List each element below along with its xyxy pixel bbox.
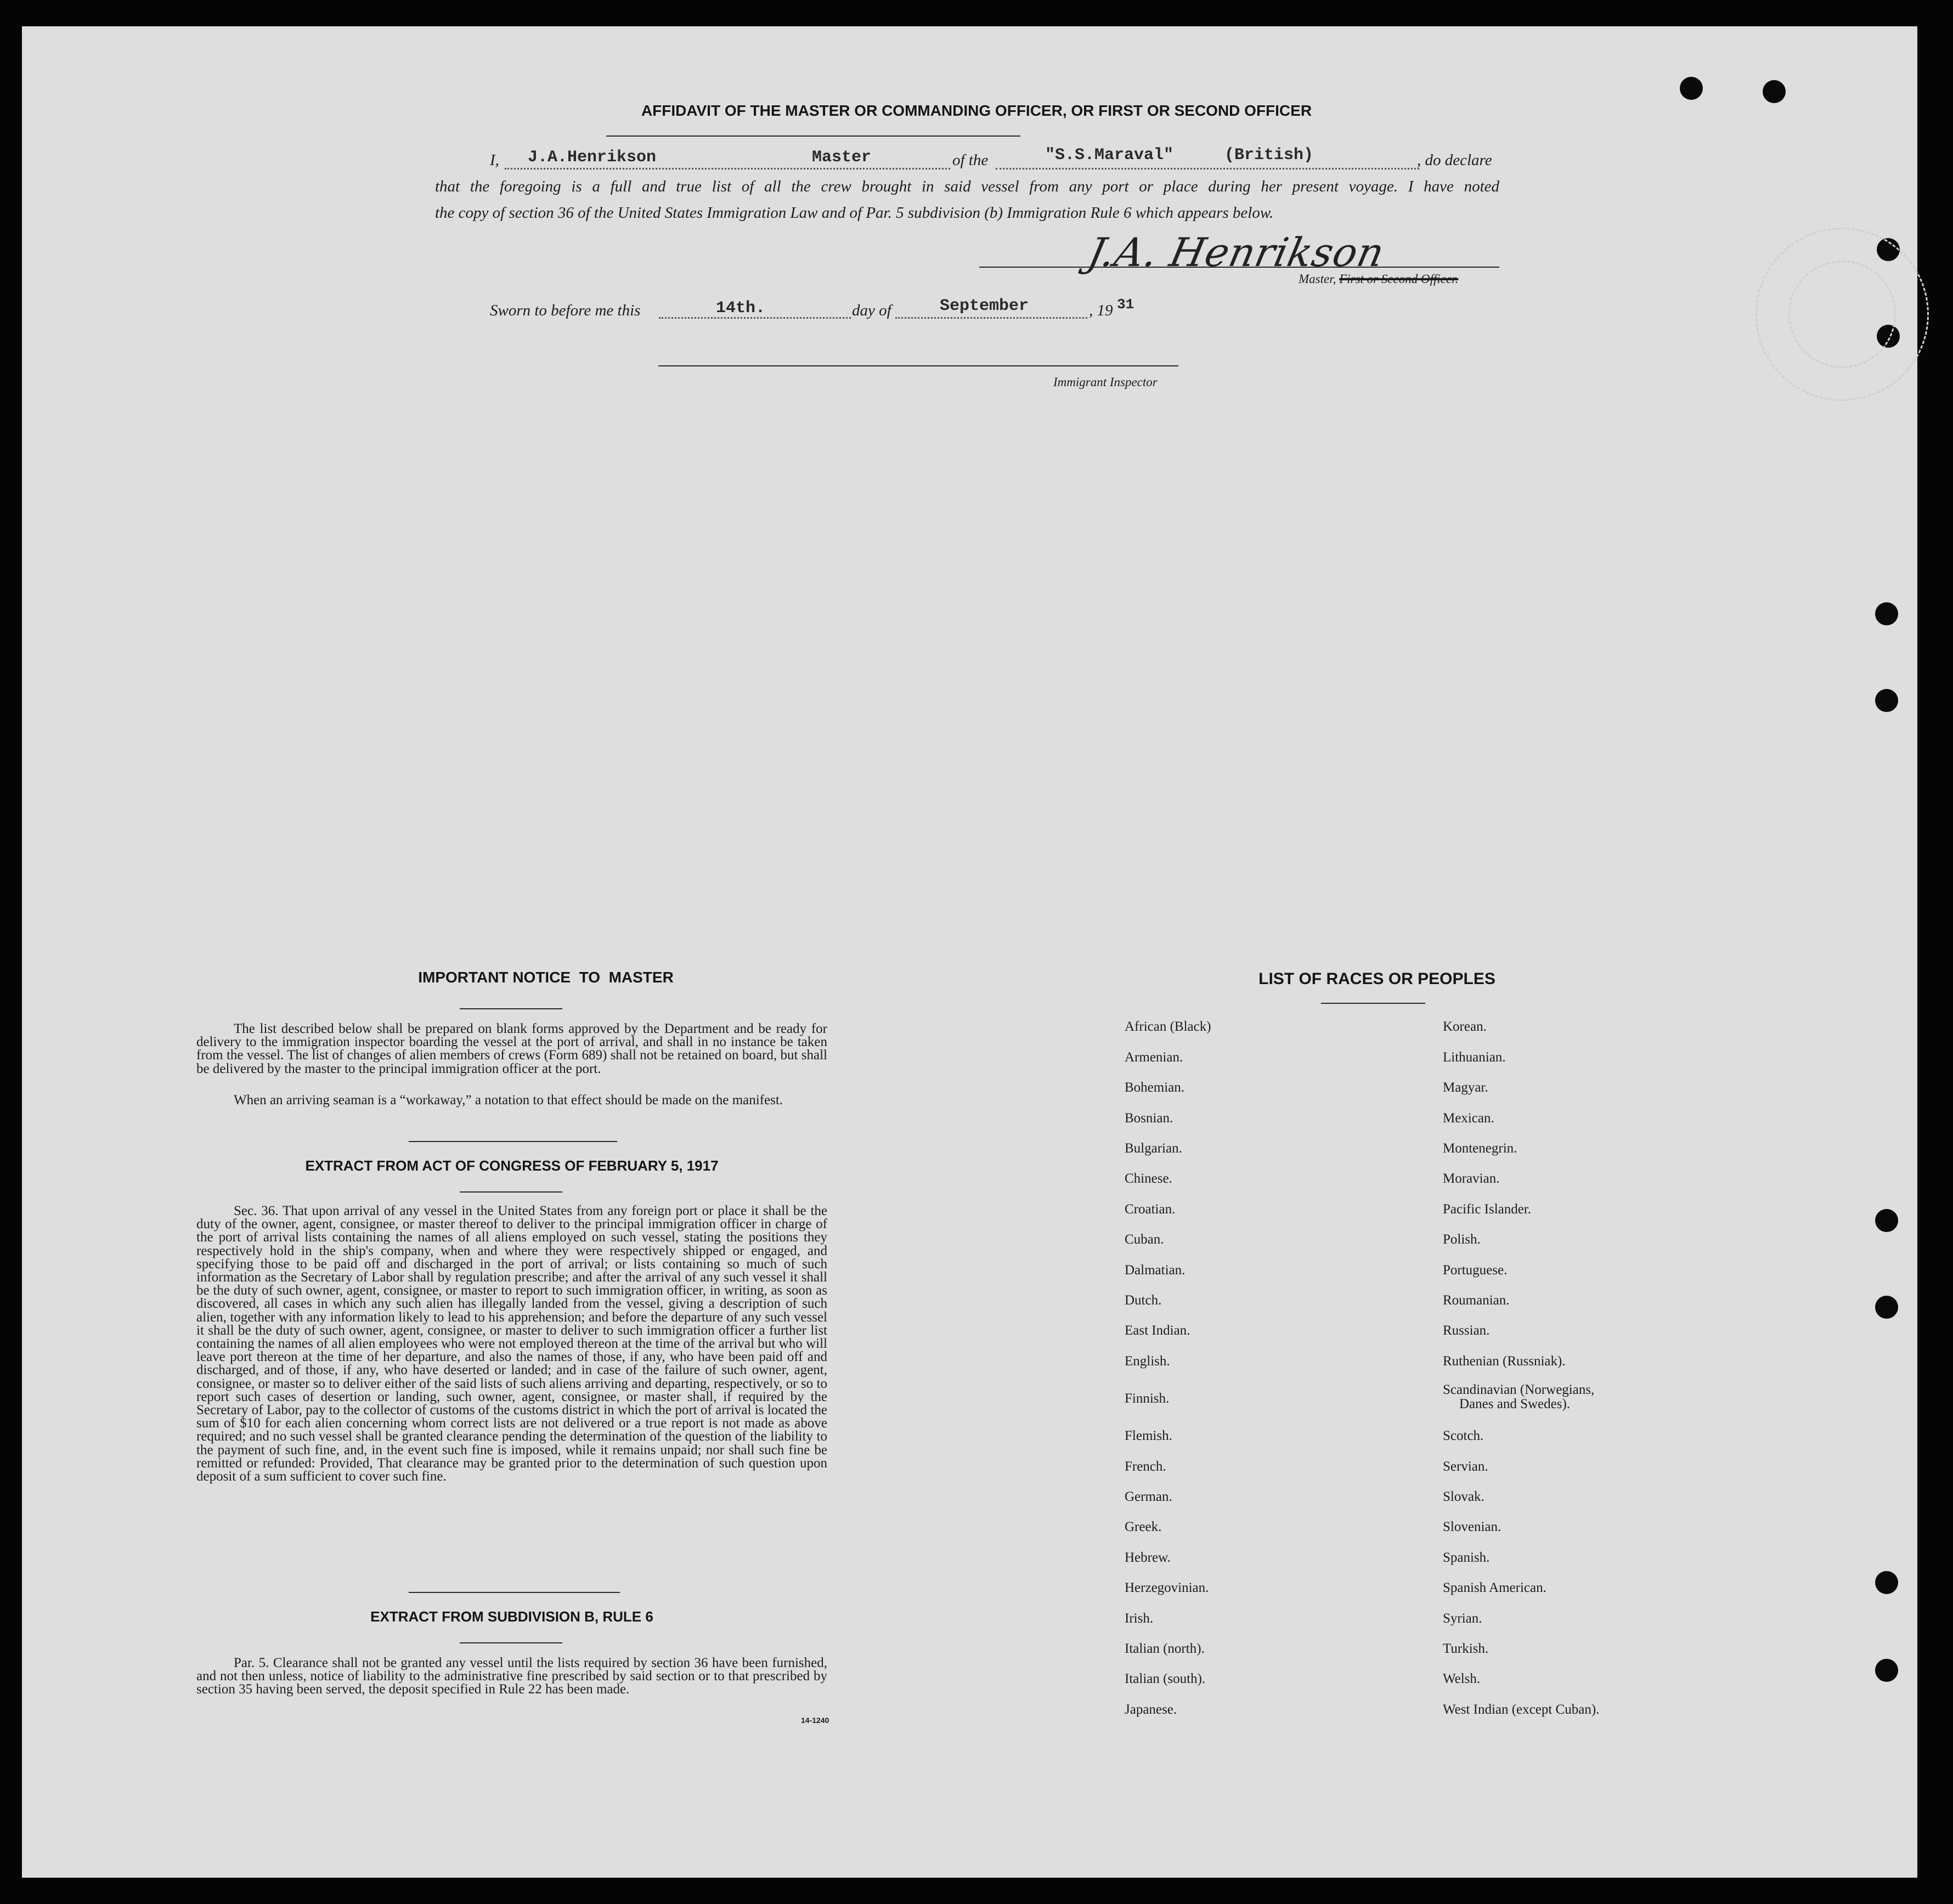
- rule-extract-text: Par. 5. Clearance shall not be granted any vessel until the lists required by section 36 have been furnished, and not then unless, notice of liability to the administrative fine prescribed by said section or to that prescribed by section 35 having been served, the deposit specified in Rule 22 has been made.: [196, 1656, 827, 1697]
- sworn-day: 14th.: [716, 299, 766, 318]
- race-item: Japanese.: [1125, 1702, 1177, 1717]
- punch-hole-4: [1875, 689, 1898, 712]
- punch-hole-top-2: [1763, 80, 1786, 103]
- race-item: Turkish.: [1443, 1641, 1489, 1656]
- race-item: Polish.: [1443, 1232, 1481, 1247]
- race-item: Spanish.: [1443, 1550, 1490, 1565]
- master-signature: J.A. Henrikson: [1084, 229, 1389, 275]
- punch-hole-8: [1875, 1659, 1898, 1682]
- rule-extract-title: EXTRACT FROM SUBDIVISION B, RULE 6: [370, 1608, 653, 1625]
- sworn-month: September: [940, 297, 1029, 315]
- punch-hole-top-1: [1680, 77, 1703, 100]
- notice-paragraph-2: When an arriving seaman is a “workaway,” a notation to that effect should be made on the manifest.: [234, 1093, 783, 1108]
- race-item: Spanish American.: [1443, 1580, 1546, 1595]
- races-title: LIST OF RACES OR PEOPLES: [1258, 970, 1495, 988]
- of-the-label: of the: [952, 151, 989, 169]
- rule-extract-rule: [460, 1642, 562, 1643]
- sworn-year-prefix: , 19: [1089, 302, 1113, 319]
- act-extract-text: Sec. 36. That upon arrival of any vessel in the United States from any foreign port or place it shall be the duty of the owner, agent, consignee, or master thereof to deliver to the principal immigration officer in charge of the port of arrival lists containing the names of all aliens employed on such vessel, stating the positions they respectively hold in the ship's company, when and where they were respectively shipped or engaged, and specifying those to be paid off and discharged in the port of arrival; or lists containing so much of such information as the Secretary of Labor shall by regulation prescribe; and after the arrival of any such vessel it shall be the duty of such owner, agent, consignee, or master to report to such immigration officer, in writing, as soon as discovered, all cases in which any such alien has illegally landed from the vessel, giving a description of such alien, together with any information likely to lead to his apprehension; and before the departure of any such vessel it shall be the duty of such owner, agent, consignee, or master to deliver to such immigration officer a further list containing the names of all alien employees who were not employed thereon at the time of the arrival but who will leave port thereon at the time of her departure, and also the names of those, if any, who have been paid off and discharged, and of those, if any, who have deserted or landed; and in case of the failure of such owner, agent, consignee, or master so to deliver either of the said lists of such aliens arriving and departing, respectively, or so to report such cases of desertion or landing, such owner, agent, consignee, or master shall, if required by the Secretary of Labor, pay to the collector of customs of the customs district in which the port of arrival is located the sum of $10 for each alien concerning whom correct lists are not delivered or a true report is not made as above required; and no such vessel shall be granted clearance pending the determination of the question of the liability to the payment of such fine, and, in the event such fine is imposed, while it remains unpaid; nor shall such fine be remitted or refunded: Provided, That clearance may be granted prior to the determination of such question upon deposit of a sum sufficient to cover such fine.: [196, 1204, 827, 1484]
- affidavit-title: AFFIDAVIT OF THE MASTER OR COMMANDING OFFICER, OR FIRST OR SECOND OFFICER: [641, 102, 1312, 119]
- punch-hole-7: [1875, 1571, 1898, 1594]
- day-of-label: day of: [852, 302, 891, 319]
- race-item: Welsh.: [1443, 1671, 1481, 1686]
- notice-title: IMPORTANT NOTICE TO MASTER: [418, 969, 674, 986]
- sworn-month-line: [895, 317, 1087, 319]
- race-item: Slovak.: [1443, 1489, 1484, 1504]
- race-item: Irish.: [1125, 1611, 1154, 1626]
- race-item: Korean.: [1443, 1019, 1487, 1034]
- race-item: Cuban.: [1125, 1232, 1164, 1247]
- signature-caption: [1299, 272, 1458, 286]
- race-item: Greek.: [1125, 1519, 1162, 1534]
- race-item: Italian (south).: [1125, 1671, 1206, 1686]
- form-number: 14-1240: [801, 1716, 829, 1725]
- punch-hole-6: [1875, 1296, 1898, 1319]
- races-title-rule: [1321, 1003, 1425, 1004]
- race-item: Italian (north).: [1125, 1641, 1205, 1656]
- act-extract-rule: [460, 1191, 562, 1193]
- sworn-year-suffix: 31: [1117, 296, 1134, 313]
- race-item: Lithuanian.: [1443, 1050, 1506, 1065]
- race-item: Pacific Islander.: [1443, 1202, 1532, 1217]
- race-item: Mexican.: [1443, 1111, 1494, 1126]
- master-name: J.A.Henrikson: [528, 148, 657, 167]
- race-item: Bohemian.: [1125, 1080, 1185, 1095]
- sworn-label: Sworn to before me this: [490, 302, 641, 319]
- race-item: Russian.: [1443, 1323, 1490, 1338]
- race-item: Flemish.: [1125, 1428, 1172, 1443]
- race-item: Croatian.: [1125, 1202, 1176, 1217]
- race-item: Montenegrin.: [1443, 1141, 1517, 1156]
- signature-caption-master: Master,: [1299, 272, 1336, 286]
- vessel-line: [996, 168, 1419, 170]
- race-item: Bulgarian.: [1125, 1141, 1182, 1156]
- race-item: Herzegovinian.: [1125, 1580, 1209, 1595]
- race-item: Bosnian.: [1125, 1111, 1173, 1126]
- name-line: [505, 168, 950, 170]
- race-item: Slovenian.: [1443, 1519, 1502, 1534]
- race-item: Magyar.: [1443, 1080, 1488, 1095]
- signature-line: [979, 267, 1499, 268]
- embossed-seal-inner: [1788, 261, 1896, 368]
- act-extract-separator: [409, 1592, 620, 1593]
- race-item: African (Black): [1125, 1019, 1211, 1034]
- affiant-prefix: I,: [490, 151, 499, 169]
- race-item: Dalmatian.: [1125, 1263, 1186, 1278]
- act-extract-title: EXTRACT FROM ACT OF CONGRESS OF FEBRUARY 5, 1917: [305, 1157, 719, 1174]
- race-item: Hebrew.: [1125, 1550, 1171, 1565]
- notice-separator: [409, 1141, 617, 1142]
- declaration-line-2: that the foregoing is a full and true list of all the crew brought in said vessel from any port or place during her present voyage. I have noted: [435, 178, 1499, 195]
- race-item: West Indian (except Cuban).: [1443, 1702, 1600, 1717]
- race-right-continuation: Danes and Swedes).: [1459, 1397, 1571, 1411]
- race-item: Armenian.: [1125, 1050, 1183, 1065]
- inspector-caption: Immigrant Inspector: [1053, 375, 1158, 389]
- punch-hole-3: [1875, 602, 1898, 625]
- race-item: Portuguese.: [1443, 1263, 1508, 1278]
- race-item: East Indian.: [1125, 1323, 1190, 1338]
- race-item: Moravian.: [1443, 1171, 1500, 1186]
- race-item: Servian.: [1443, 1459, 1488, 1474]
- race-item: Scotch.: [1443, 1428, 1484, 1443]
- race-item: Scandinavian (Norwegians,: [1443, 1382, 1595, 1397]
- punch-hole-5: [1875, 1209, 1898, 1232]
- race-item: French.: [1125, 1459, 1166, 1474]
- declaration-line-3: the copy of section 36 of the United States Immigration Law and of Par. 5 subdivision (b) Immigration Rule 6 which appears below.: [435, 204, 1274, 222]
- title-underline: [606, 135, 1020, 137]
- vessel-name: "S.S.Maraval": [1045, 146, 1174, 165]
- race-item: German.: [1125, 1489, 1172, 1504]
- race-item: Roumanian.: [1443, 1293, 1510, 1308]
- race-item: Ruthenian (Russniak).: [1443, 1354, 1566, 1369]
- inspector-signature-line: [658, 365, 1178, 366]
- notice-paragraph-1: The list described below shall be prepared on blank forms approved by the Department and be ready for delivery to the immigration inspector boarding the vessel at the port of arrival, and shall in no instance be taken from the vessel. The list of changes of alien members of crews (Form 689) shall not be retained on board, but shall be delivered by the master to the principal immigration officer at the port.: [196, 1021, 827, 1076]
- race-item: English.: [1125, 1354, 1170, 1369]
- master-rank: Master: [812, 148, 872, 167]
- race-item: Finnish.: [1125, 1391, 1170, 1406]
- race-item: Syrian.: [1443, 1611, 1482, 1626]
- race-item: Chinese.: [1125, 1171, 1172, 1186]
- notice-title-rule: [460, 1008, 562, 1009]
- do-declare-label: , do declare: [1417, 151, 1492, 169]
- race-item: Dutch.: [1125, 1293, 1162, 1308]
- signature-caption-struck: First or Second Officer.: [1339, 272, 1459, 286]
- vessel-flag: (British): [1224, 146, 1314, 165]
